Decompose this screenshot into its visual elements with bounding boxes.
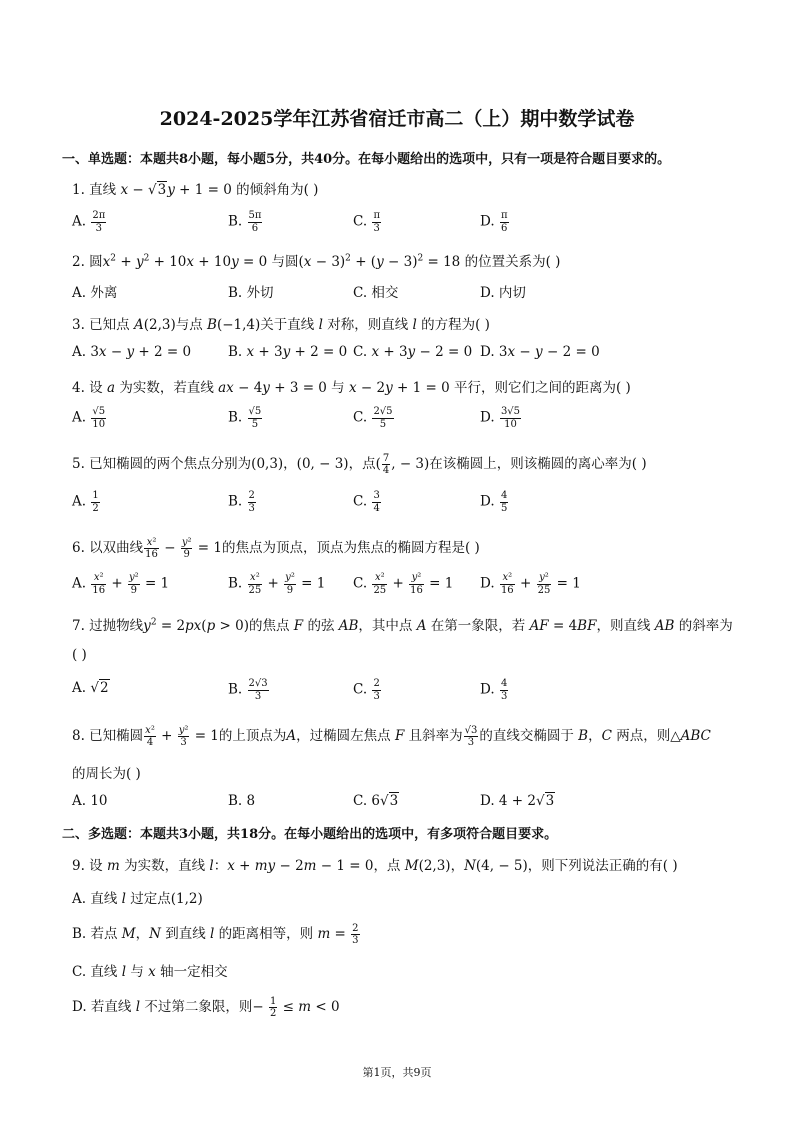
q5-option-c: C. $\frac{3}{4}$ (353, 490, 380, 514)
q5-option-d: D. $\frac{4}{5}$ (480, 490, 508, 514)
q4-option-c: C. $\frac{2√5}{5}$ (353, 406, 393, 430)
q4-option-a: A. $\frac{√5}{10}$ (72, 406, 106, 430)
q8-option-b: B. 8 (228, 793, 256, 809)
question-3: 3. 已知点 A(2,3)与点 B(−1,4)关于直线 l 对称，则直线 l 的方程为( ) (72, 317, 490, 333)
question-9: 9. 设 m 为实数，直线 l：x + my − 2m − 1 = 0，点 M(2,3)，N(4, − 5)，则下列说法正确的有( ) (72, 858, 678, 874)
question-8-line-2: 的周长为( ) (72, 766, 141, 782)
page-footer: 第1页，共9页 (362, 1066, 432, 1079)
question-8: 8. 已知椭圆 $\frac{\text{x²}}{4}$ + $\frac{\text{y²}}{3}$ = 1的上顶点为A，过椭圆左焦点 F 且斜率为 $\frac{√3}{3}$ 的直线交椭圆于 B，C 两点，则△ABC (72, 724, 711, 748)
q2-option-a: A. 外离 (72, 285, 118, 301)
q6-option-a: A. $\frac{\text{x²}}{16}$ + $\frac{\text{y²}}{9}$ = 1 (72, 572, 170, 596)
q7-option-c: C. $\frac{2}{3}$ (353, 678, 380, 702)
question-7-line-2: ( ) (72, 647, 87, 663)
q3-option-a: A. 3x − y + 2 = 0 (72, 344, 192, 360)
page-title: 2024-2025学年江苏省宿迁市高二（上）期中数学试卷 (159, 108, 635, 130)
q9-option-c: C. 直线 l 与 x 轴一定相交 (72, 964, 228, 980)
q9-option-a: A. 直线 l 过定点(1,2) (72, 891, 203, 907)
question-5: 5. 已知椭圆的两个焦点分别为(0,3)，(0, − 3)，点( $\frac{7}{4}$ , − 3)在该椭圆上，则该椭圆的离心率为( ) (72, 452, 647, 476)
q9-option-b: B. 若点 M，N 到直线 l 的距离相等，则 m = $\frac{2}{3}$ (72, 922, 359, 946)
q4-option-d: D. $\frac{3√5}{10}$ (480, 406, 521, 430)
q8-option-a: A. 10 (72, 793, 108, 809)
q2-option-b: B. 外切 (228, 285, 274, 301)
q1-option-c: C. $\frac{\pi}{3}$ (353, 210, 381, 234)
question-1: 1. 直线 x − √3y + 1 = 0 的倾斜角为( ) (72, 182, 319, 198)
q6-option-d: D. $\frac{\text{x²}}{16}$ + $\frac{\text{y²}}{25}$ = 1 (480, 572, 581, 596)
q5-option-b: B. $\frac{2}{3}$ (228, 490, 255, 514)
q1-option-b: B. $\frac{5\pi}{6}$ (228, 210, 262, 234)
q9-option-d: D. 若直线 l 不过第二象限，则− $\frac{1}{2}$ ≤ m < 0 (72, 995, 340, 1019)
q3-option-d: D. 3x − y − 2 = 0 (480, 344, 600, 360)
q3-option-b: B. x + 3y + 2 = 0 (228, 344, 348, 360)
q3-option-c: C. x + 3y − 2 = 0 (353, 344, 473, 360)
q1-option-d: D. $\frac{\pi}{6}$ (480, 210, 508, 234)
q1-option-a: A. $\frac{2\pi}{3}$ (72, 210, 106, 234)
question-4: 4. 设 a 为实数，若直线 ax − 4y + 3 = 0 与 x − 2y + 1 = 0 平行，则它们之间的距离为( ) (72, 380, 631, 396)
section-header-single-choice: 一、单选题：本题共8小题，每小题5分，共40分。在每小题给出的选项中，只有一项是符合题目要求的。 (62, 152, 671, 167)
q6-option-c: C. $\frac{\text{x²}}{25}$ + $\frac{\text{y²}}{16}$ = 1 (353, 572, 454, 596)
q5-option-a: A. $\frac{1}{2}$ (72, 490, 99, 514)
q7-option-b: B. $\frac{2√3}{3}$ (228, 678, 268, 702)
section-header-multiple-choice: 二、多选题：本题共3小题，共18分。在每小题给出的选项中，有多项符合题目要求。 (62, 827, 558, 842)
q8-option-c: C. 6√3 (353, 793, 399, 809)
q2-option-c: C. 相交 (353, 285, 399, 301)
q7-option-a: A. √2 (72, 680, 109, 696)
q2-option-d: D. 内切 (480, 285, 526, 301)
q6-option-b: B. $\frac{\text{x²}}{25}$ + $\frac{\text{y²}}{9}$ = 1 (228, 572, 326, 596)
q7-option-d: D. $\frac{4}{3}$ (480, 678, 508, 702)
q8-option-d: D. 4 + 2√3 (480, 793, 555, 809)
question-6: 6. 以双曲线 $\frac{\text{x²}}{16}$ − $\frac{\text{y²}}{9}$ = 1的焦点为顶点，顶点为焦点的椭圆方程是( ) (72, 536, 480, 560)
q4-option-b: B. $\frac{√5}{5}$ (228, 406, 262, 430)
question-7: 7. 过抛物线$y^2 = 2px(p > 0)$的焦点 F 的弦 AB，其中点 A 在第一象限，若 AF = 4BF，则直线 AB 的斜率为 (72, 617, 733, 634)
question-2: 2. 圆$x^2 + y^2 + 10x + 10y = 0$ 与圆$(x - 3)^2 + (y - 3)^2 = 18$ 的位置关系为( ) (72, 253, 561, 270)
